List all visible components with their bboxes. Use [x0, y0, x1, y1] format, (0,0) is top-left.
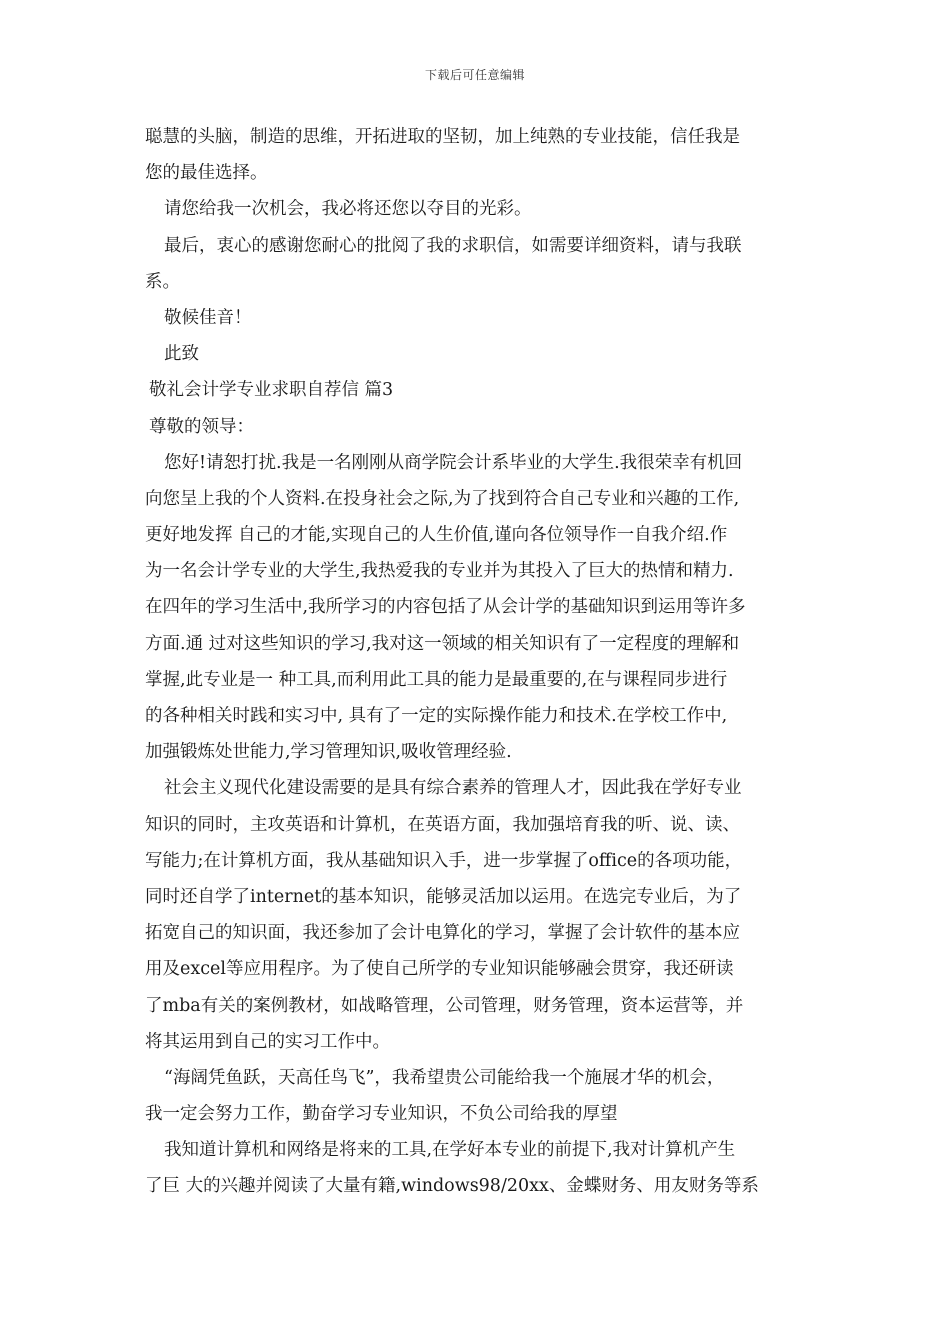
text-line: 写能力;在计算机方面，我从基础知识入手，进一步掌握了office的各项功能， [145, 850, 743, 871]
text-line: 用及excel等应用程序。为了使自己所学的专业知识能够融会贯穿，我还研读 [145, 959, 734, 980]
text-line: 社会主义现代化建设需要的是具有综合素养的管理人才，因此我在学好专业 [164, 778, 742, 799]
text-line: 最后，衷心的感谢您耐心的批阅了我的求职信，如需要详细资料，请与我联 [164, 235, 742, 256]
letter-body [145, 119, 810, 1205]
text-line: 了mba有关的案例教材，如战略管理，公司管理，财务管理，资本运营等，并 [145, 995, 744, 1016]
text-line: 更好地发挥 自己的才能,实现自己的人生价值,谨向各位领导作一自我介绍.作 [145, 525, 728, 546]
text-line: 的各种相关时践和实习中, 具有了一定的实际操作能力和技术.在学校工作中, [145, 706, 728, 726]
closing-line: 敬候佳音！ [164, 307, 252, 328]
section-title: 敬礼会计学专业求职自荐信 篇3 [149, 380, 394, 401]
salutation: 尊敬的领导： [149, 416, 254, 437]
text-line: 向您呈上我的个人资料.在投身社会之际,为了找到符合自己专业和兴趣的工作, [145, 488, 740, 509]
text-line: 为一名会计学专业的大学生,我热爱我的专业并为其投入了巨大的热情和精力. [145, 561, 734, 582]
text-line: 拓宽自己的知识面，我还参加了会计电算化的学习，掌握了会计软件的基本应 [145, 923, 740, 944]
text-line: 将其运用到自己的实习工作中。 [145, 1031, 390, 1052]
text-line: 知识的同时，主攻英语和计算机，在英语方面，我加强培育我的听、说、读、 [145, 814, 740, 835]
text-line: 系。 [145, 271, 180, 292]
text-line: 我一定会努力工作，勤奋学习专业知识，不负公司给我的厚望 [145, 1104, 618, 1125]
text-line: 我知道计算机和网络是将来的工具,在学好本专业的前提下,我对计算机产生 [164, 1140, 736, 1161]
text-line: 了巨 大的兴趣并阅读了大量有籍,windows98/20xx、金蝶财务、用友财务等系 [145, 1176, 759, 1197]
text-line: 请您给我一次机会，我必将还您以夺目的光彩。 [164, 199, 532, 220]
text-line: “海阔凭鱼跃，天高任鸟飞”，我希望贵公司能给我一个施展才华的机会， [164, 1067, 725, 1088]
page-header: 下载后可任意编辑 [424, 68, 525, 82]
closing-line: 此致 [164, 344, 199, 365]
text-line: 方面.通 过对这些知识的学习,我对这一领域的相关知识有了一定程度的理解和 [145, 633, 740, 654]
text-line: 加强锻炼处世能力,学习管理知识,吸收管理经验. [145, 742, 512, 763]
text-line: 聪慧的头脑，制造的思维，开拓进取的坚韧，加上纯熟的专业技能，信任我是 [145, 127, 740, 147]
text-line: 您的最佳选择。 [145, 163, 268, 184]
text-line: 掌握,此专业是一 种工具,而利用此工具的能力是最重要的,在与课程同步进行 [145, 669, 728, 690]
text-line: 在四年的学习生活中,我所学习的内容包括了从会计学的基础知识到运用等许多 [145, 597, 746, 618]
text-line: 您好!请恕打扰.我是一名刚刚从商学院会计系毕业的大学生.我很荣幸有机回 [164, 452, 743, 473]
text-line: 同时还自学了internet的基本知识，能够灵活加以运用。在选完专业后，为了 [145, 886, 742, 907]
